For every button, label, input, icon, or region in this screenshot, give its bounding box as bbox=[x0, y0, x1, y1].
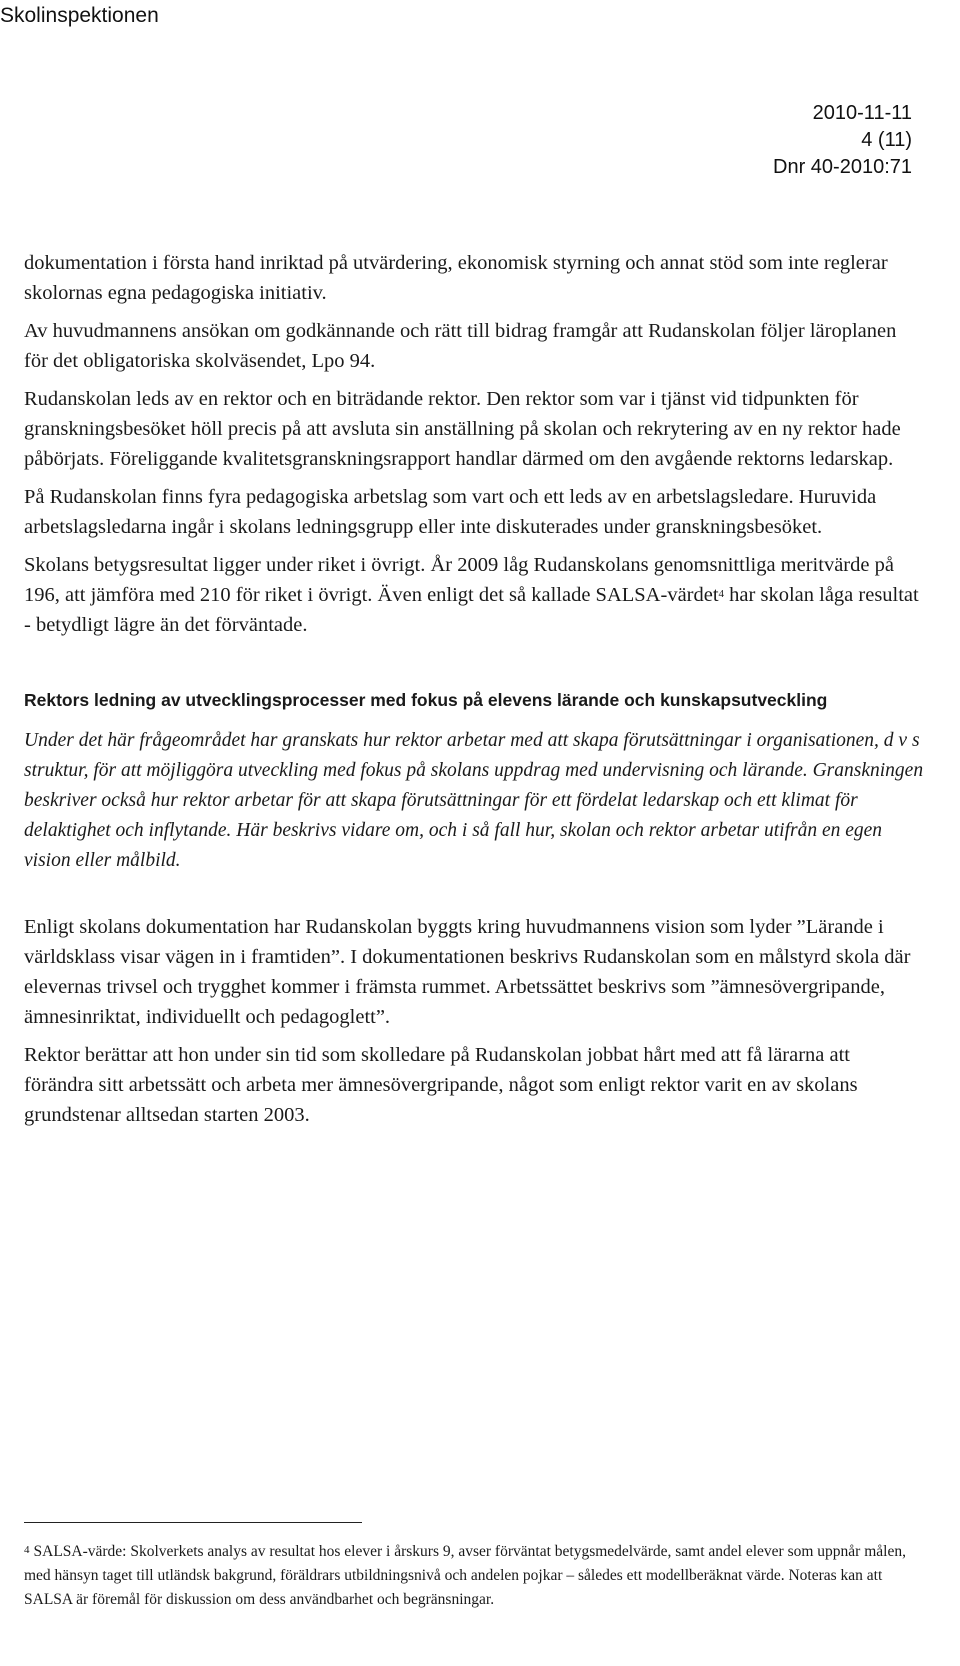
document-body bbox=[24, 248, 924, 1138]
reference-number: Dnr 40-2010:71 bbox=[773, 156, 912, 178]
footnote-separator bbox=[24, 1522, 362, 1523]
section-heading: Rektors ledning av utvecklingsprocesser med fokus på elevens lärande och kunskapsutveckling bbox=[24, 690, 828, 710]
document-date: 2010-11-11 bbox=[812, 102, 912, 124]
footnote bbox=[24, 1538, 924, 1612]
footnote-number: 4 bbox=[24, 1544, 30, 1556]
paragraph-documentation: dokumentation i första hand inriktad på utvärdering, ekonomisk styrning och annat stöd som inte reglerar skolornas egna pedagogiska initiativ. bbox=[24, 252, 888, 304]
section-intro: Under det här frågeområdet har granskats hur rektor arbetar med att skapa förutsättningar i organisationen, d v s struktur, för att möjliggöra utveckling med fokus på skolans uppdrag med undervisning och lärande. Granskningen beskriver också hur rektor arbetar för att skapa förutsättningar för ett fördelat ledarskap och ett klimat för delaktighet och inflytande. Här beskrivs vidare om, och i så fall hur, skolan och rektor arbetar utifrån en egen vision eller målbild. bbox=[24, 730, 924, 871]
paragraph-curriculum: Av huvudmannens ansökan om godkännande och rätt till bidrag framgår att Rudanskolan följer läroplanen för det obligatoriska skolväsendet, Lpo 94. bbox=[24, 320, 897, 372]
footnote-reference: 4 bbox=[718, 588, 725, 600]
paragraph-work-teams: På Rudanskolan finns fyra pedagogiska arbetslag som vart och ett leds av en arbetslagsledare. Huruvida arbetslagsledarna ingår i skolans ledningsgrupp eller inte diskuterades under granskningsbesöket. bbox=[24, 486, 877, 538]
page-number: 4 (11) bbox=[861, 129, 912, 151]
organization-name: Skolinspektionen bbox=[0, 4, 159, 27]
footnote-text: SALSA-värde: Skolverkets analys av resultat hos elever i årskurs 9, avser förväntat betygsmedelvärde, samt andel elever som uppnår målen, med hänsyn taget till utländsk bakgrund, föräldrars utbildningsnivå och andelen pojkar – således ett modellberäknat värde. Noteras kan att SALSA är föremål för diskussion om dess användbarhet och begränsningar. bbox=[24, 1543, 906, 1608]
document-meta bbox=[773, 100, 912, 181]
paragraph-leadership: Rudanskolan leds av en rektor och en biträdande rektor. Den rektor som var i tjänst vid tidpunkten för granskningsbesöket höll precis på att avsluta sin anställning på skolan och rekrytering av en ny rektor hade påbörjats. Föreliggande kvalitetsgranskningsrapport handlar därmed om den avgående rektorns ledarskap. bbox=[24, 388, 901, 470]
paragraph-principal: Rektor berättar att hon under sin tid som skolledare på Rudanskolan jobbat hårt med att få lärarna att förändra sitt arbetssätt och arbeta mer ämnesövergripande, något som enligt rektor varit en av skolans grundstenar alltsedan starten 2003. bbox=[24, 1044, 858, 1126]
paragraph-vision: Enligt skolans dokumentation har Rudanskolan byggts kring huvudmannens vision som lyder ”Lärande i världsklass visar vägen in i framtiden”. I dokumentationen beskrivs Rudanskolan som en målstyrd skola där elevernas trivsel och trygghet kommer i främsta rummet. Arbetssättet beskrivs som ”ämnesövergripande, ämnesinriktat, individuellt och pedagoglett”. bbox=[24, 916, 911, 1028]
paragraph-results bbox=[24, 550, 924, 640]
results-text-end: har skolan låga resultat - betydligt lägre än det förväntade. bbox=[24, 584, 919, 636]
results-text: Skolans betygsresultat ligger under riket i övrigt. År 2009 låg Rudanskolans genomsnittliga meritvärde på 196, att jämföra med 210 för riket i övrigt. Även enligt det så kallade SALSA-värdet bbox=[24, 554, 894, 606]
